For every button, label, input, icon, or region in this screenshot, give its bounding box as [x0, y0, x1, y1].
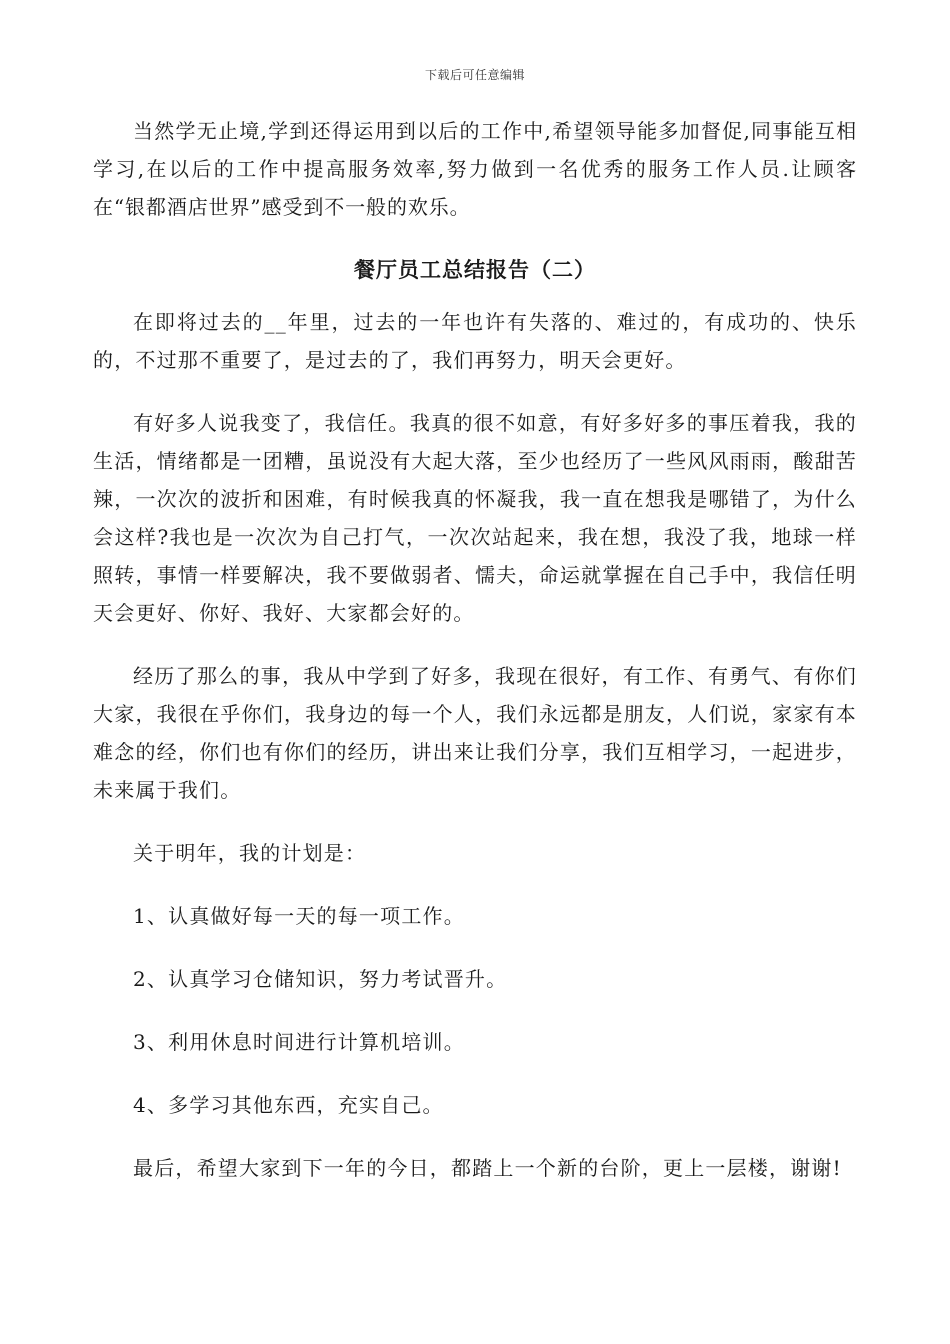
paragraph-1: 在即将过去的__年里，过去的一年也许有失落的、难过的，有成功的、快乐的，不过那不重要了，是过去的了，我们再努力，明天会更好。 [93, 310, 857, 372]
plan-item-3: 3、利用休息时间进行计算机培训。 [133, 1030, 465, 1054]
closing-paragraph: 最后，希望大家到下一年的今日，都踏上一个新的台阶，更上一层楼，谢谢! [133, 1156, 842, 1180]
plan-item-1: 1、认真做好每一天的每一项工作。 [133, 904, 465, 928]
plan-item-2: 2、认真学习仓储知识，努力考试晋升。 [133, 967, 508, 991]
plan-item-4: 4、多学习其他东西，充实自己。 [133, 1093, 444, 1117]
section-title: 餐厅员工总结报告（二） [354, 257, 596, 282]
paragraph-2: 有好多人说我变了，我信任。我真的很不如意，有好多好多的事压着我，我的生活，情绪都是一团糟，虽说没有大起大落，至少也经历了一些风风雨雨，酸甜苦辣，一次次的波折和困难，有时候我真的怀凝我，我一直在想我是哪错了，为什么会这样?我也是一次次为自己打气，一次次站起来，我在想，我没了我，地球一样照转，事情一样要解决，我不要做弱者、懦夫，命运就掌握在自己手中，我信任明天会更好、你好、我好、大家都会好的。 [93, 411, 857, 625]
header-note: 下载后可任意编辑 [424, 68, 525, 82]
paragraph-3: 经历了那么的事，我从中学到了好多，我现在很好，有工作、有勇气、有你们大家，我很在乎你们，我身边的每一个人，我们永远都是朋友，人们说，家家有本难念的经，你们也有你们的经历，讲出来让我们分享，我们互相学习，一起进步，未来属于我们。 [93, 664, 857, 802]
plan-intro: 关于明年，我的计划是： [133, 841, 367, 865]
document-body [93, 112, 857, 1187]
intro-paragraph: 当然学无止境,学到还得运用到以后的工作中,希望领导能多加督促,同事能互相学习,在以后的工作中提高服务效率,努力做到一名优秀的服务工作人员.让顾客在“银都酒店世界”感受到不一般的欢乐。 [93, 119, 857, 219]
